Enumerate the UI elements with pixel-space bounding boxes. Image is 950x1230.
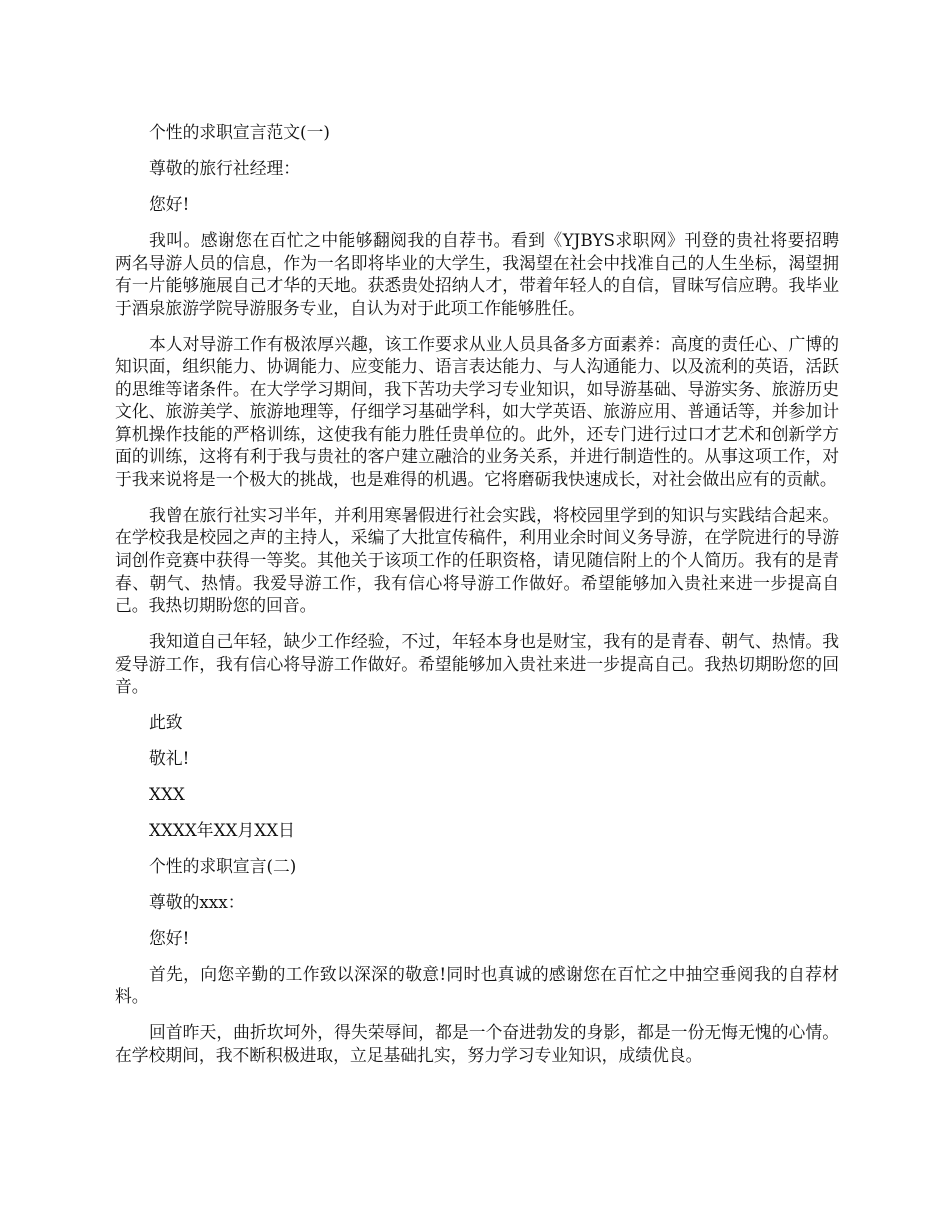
document-page [115, 121, 839, 1080]
greeting-2: 您好! [149, 927, 190, 948]
salutation-1: 尊敬的旅行社经理： [149, 157, 301, 178]
body-paragraph-review: 回首昨天，曲折坎坷外，得失荣辱间，都是一个奋进勃发的身影，都是一份无悔无愧的心情。在学校期间，我不断积极进取，立足基础扎实，努力学习专业知识，成绩优良。 [115, 1022, 839, 1065]
body-paragraph-skills: 本人对导游工作有极浓厚兴趣，该工作要求从业人员具备多方面素养：高度的责任心、广博的知识面，组织能力、协调能力、应变能力、语言表达能力、与人沟通能力、以及流利的英语，活跃的思维等诸条件。在大学学习期间，我下苦功夫学习专业知识，如导游基础、导游实务、旅游历史文化、旅游美学、旅游地理等，仔细学习基础学科，如大学英语、旅游应用、普通话等，并参加计算机操作技能的严格训练，这使我有能力胜任贵单位的。此外，还专门进行过口才艺术和创新学方面的训练，这将有利于我与贵社的客户建立融洽的业务关系，并进行制造性的。从事这项工作，对于我来说将是一个极大的挑战，也是难得的机遇。它将磨砺我快速成长，对社会做出应有的贡献。 [115, 333, 839, 490]
doc-title-1: 个性的求职宣言范文(一) [149, 122, 330, 142]
body-paragraph-intro: 我叫。感谢您在百忙之中能够翻阅我的自荐书。看到《YJBYS求职网》刊登的贵社将要招聘两名导游人员的信息，作为一名即将毕业的大学生，我渴望在社会中找准自己的人生坐标，渴望拥有一片能够施展自己才华的天地。获悉贵处招纳人才，带着年轻人的自信，冒昧写信应聘。我毕业于酒泉旅游学院导游服务专业，自认为对于此项工作能够胜任。 [115, 229, 839, 318]
regards: 敬礼! [149, 747, 190, 768]
salutation-2: 尊敬的xxx： [149, 891, 245, 912]
body-paragraph-experience: 我曾在旅行社实习半年，并利用寒暑假进行社会实践，将校园里学到的知识与实践结合起来。在学校我是校园之声的主持人，采编了大批宣传稿件，利用业余时间义务导游，在学院进行的导游词创作竞赛中获得一等奖。其他关于该项工作的任职资格，请见随信附上的个人简历。我有的是青春、朝气、热情。我爱导游工作，我有信心将导游工作做好。希望能够加入贵社来进一步提高自己。我热切期盼您的回音。 [115, 504, 839, 616]
body-paragraph-thanks: 首先，向您辛勤的工作致以深深的敬意!同时也真诚的感谢您在百忙之中抽空垂阅我的自荐材料。 [115, 963, 839, 1007]
closing-phrase: 此致 [149, 711, 183, 732]
signature-name: XXX [149, 783, 185, 804]
signature-date: XXXX年XX月XX日 [149, 819, 295, 840]
body-paragraph-closing: 我知道自己年轻，缺少工作经验，不过，年轻本身也是财宝，我有的是青春、朝气、热情。我爱导游工作，我有信心将导游工作做好。希望能够加入贵社来进一步提高自己。我热切期盼您的回音。 [115, 631, 839, 697]
doc-title-2: 个性的求职宣言(二) [149, 855, 297, 876]
greeting-1: 您好! [149, 193, 190, 214]
